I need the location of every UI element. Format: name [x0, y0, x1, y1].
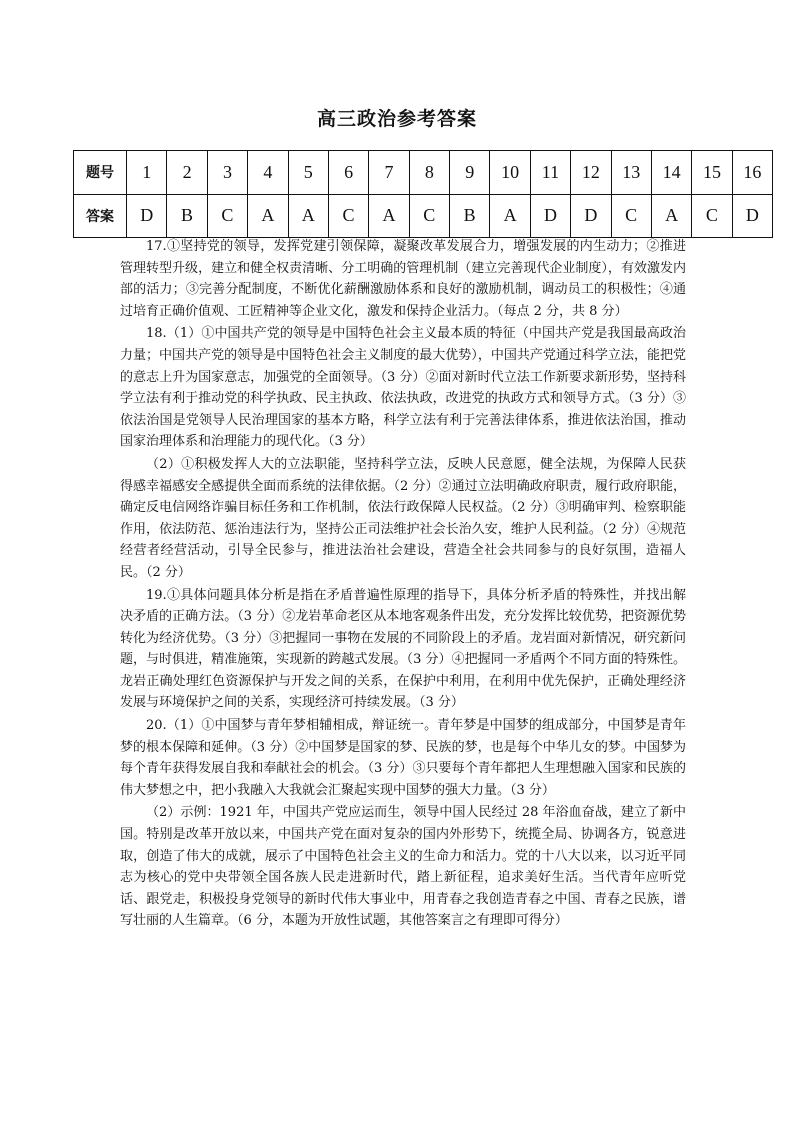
answer-row — [74, 194, 773, 238]
question-number-cell: 13 — [611, 151, 651, 195]
question-number-cell: 11 — [530, 151, 570, 195]
answer-paragraph-q19: 19.①具体问题具体分析是指在矛盾普遍性原理的指导下，具体分析矛盾的特殊性，并找出解决矛盾的正确方法。（3 分）②龙岩革命老区从本地客观条件出发，充分发挥比较优势，把资源优势转化为经济优势。（3 分）③把握同一事物在发展的不同阶段上的矛盾。龙岩面对新情况，研究新问题，与时俱进，精准施策，实现新的跨越式发展。（3 分）④把握同一矛盾两个不同方面的特殊性。龙岩正确处理红色资源保护与开发之间的关系，在保护中利用，在利用中优先保护，正确处理经济发展与环境保护之间的关系，实现经济可持续发展。（3 分） — [120, 587, 686, 711]
question-number-cell: 8 — [409, 151, 449, 195]
question-number-cell: 3 — [207, 151, 247, 195]
answer-header: 答案 — [74, 194, 127, 238]
answer-paragraph-q20-part2: （2）示例：1921 年，中国共产党应运而生，领导中国人民经过 28 年浴血奋战，建立了新中国。特别是改革开放以来，中国共产党在面对复杂的国内外形势下，统揽全局、协调各方，锐意进取，创造了伟大的成就，展示了中国特色社会主义的生命力和活力。党的十八大以来，以习近平同志为核心的党中央带领全国各族人民走进新时代，踏上新征程，追求美好生活。当代青年应听党话、跟党走，积极投身党领导的新时代伟大事业中，用青春之我创造青春之中国、青春之民族，谱写壮丽的人生篇章。（6 分，本题为开放性试题，其他答案言之有理即可得分） — [120, 805, 686, 929]
answer-cell: D — [732, 194, 772, 238]
answer-paragraph-q18-part1: 18.（1）①中国共产党的领导是中国特色社会主义最本质的特征（中国共产党是我国最高政治力量；中国共产党的领导是中国特色社会主义制度的最大优势），中国共产党通过科学立法，能把党的意志上升为国家意志，加强党的全面领导。（3 分）②面对新时代立法工作新要求新形势，坚持科学立法有利于推动党的科学执政、民主执政、依法执政，改进党的执政方式和领导方式。（3 分）③依法治国是党领导人民治理国家的基本方略，科学立法有利于完善法律体系，推进依法治国，推动国家治理体系和治理能力的现代化。（3 分） — [120, 326, 686, 450]
question-number-cell: 14 — [651, 151, 691, 195]
answer-cell: B — [167, 194, 207, 238]
answer-cell: A — [248, 194, 288, 238]
question-number-cell: 12 — [571, 151, 611, 195]
question-number-cell: 1 — [127, 151, 167, 195]
question-number-cell: 15 — [692, 151, 732, 195]
answer-cell: C — [611, 194, 651, 238]
question-number-cell: 9 — [450, 151, 490, 195]
answer-cell: A — [490, 194, 530, 238]
question-number-cell: 4 — [248, 151, 288, 195]
answer-cell: B — [450, 194, 490, 238]
answer-paragraph-q17: 17.①坚持党的领导，发挥党建引领保障，凝聚改革发展合力，增强发展的内生动力；②推进管理转型升级，建立和健全权责清晰、分工明确的管理机制（建立完善现代企业制度），有效激发内部的活力；③完善分配制度，不断优化薪酬激励体系和良好的激励机制，调动员工的积极性；④通过培育正确价值观、工匠精神等企业文化，激发和保持企业活力。（每点 2 分，共 8 分） — [120, 239, 686, 319]
answer-cell: D — [530, 194, 570, 238]
answer-paragraph-q18-part2: （2）①积极发挥人大的立法职能，坚持科学立法，反映人民意愿，健全法规，为保障人民获得感幸福感安全感提供全面而系统的法律依据。（2 分）②通过立法明确政府职责，履行政府职能，确定反电信网络诈骗目标任务和工作机制，依法行政保障人民权益。（2 分）③明确审判、检察职能作用，依法防范、惩治违法行为，坚持公正司法维护社会长治久安，维护人民利益。（2 分）④规范经营者经营活动，引导全民参与，推进法治社会建设，营造全社会共同参与的良好氛围，造福人民。（2 分） — [120, 456, 686, 580]
answer-cell: C — [328, 194, 368, 238]
question-number-cell: 7 — [369, 151, 409, 195]
answer-paragraph-q20-part1: 20.（1）①中国梦与青年梦相辅相成，辩证统一。青年梦是中国梦的组成部分，中国梦是青年梦的根本保障和延伸。（3 分）②中国梦是国家的梦、民族的梦，也是每个中华儿女的梦。中国梦为每个青年获得发展自我和奉献社会的机会。（3 分）③只要每个青年都把人生理想融入国家和民族的伟大梦想之中，把小我融入大我就会汇聚起实现中国梦的强大力量。（3 分） — [120, 718, 686, 798]
question-number-cell: 6 — [328, 151, 368, 195]
answer-cell: C — [409, 194, 449, 238]
answer-cell: A — [369, 194, 409, 238]
question-number-row — [74, 151, 773, 195]
answer-cell: C — [207, 194, 247, 238]
question-number-header: 题号 — [74, 151, 127, 195]
question-number-cell: 16 — [732, 151, 772, 195]
answer-cell: A — [651, 194, 691, 238]
answer-cell: C — [692, 194, 732, 238]
question-number-cell: 10 — [490, 151, 530, 195]
answer-body — [120, 236, 686, 932]
question-number-cell: 2 — [167, 151, 207, 195]
page-title: 高三政治参考答案 — [316, 108, 477, 130]
answer-cell: D — [127, 194, 167, 238]
answer-table — [73, 150, 773, 238]
question-number-cell: 5 — [288, 151, 328, 195]
answer-cell: A — [288, 194, 328, 238]
answer-cell: D — [571, 194, 611, 238]
